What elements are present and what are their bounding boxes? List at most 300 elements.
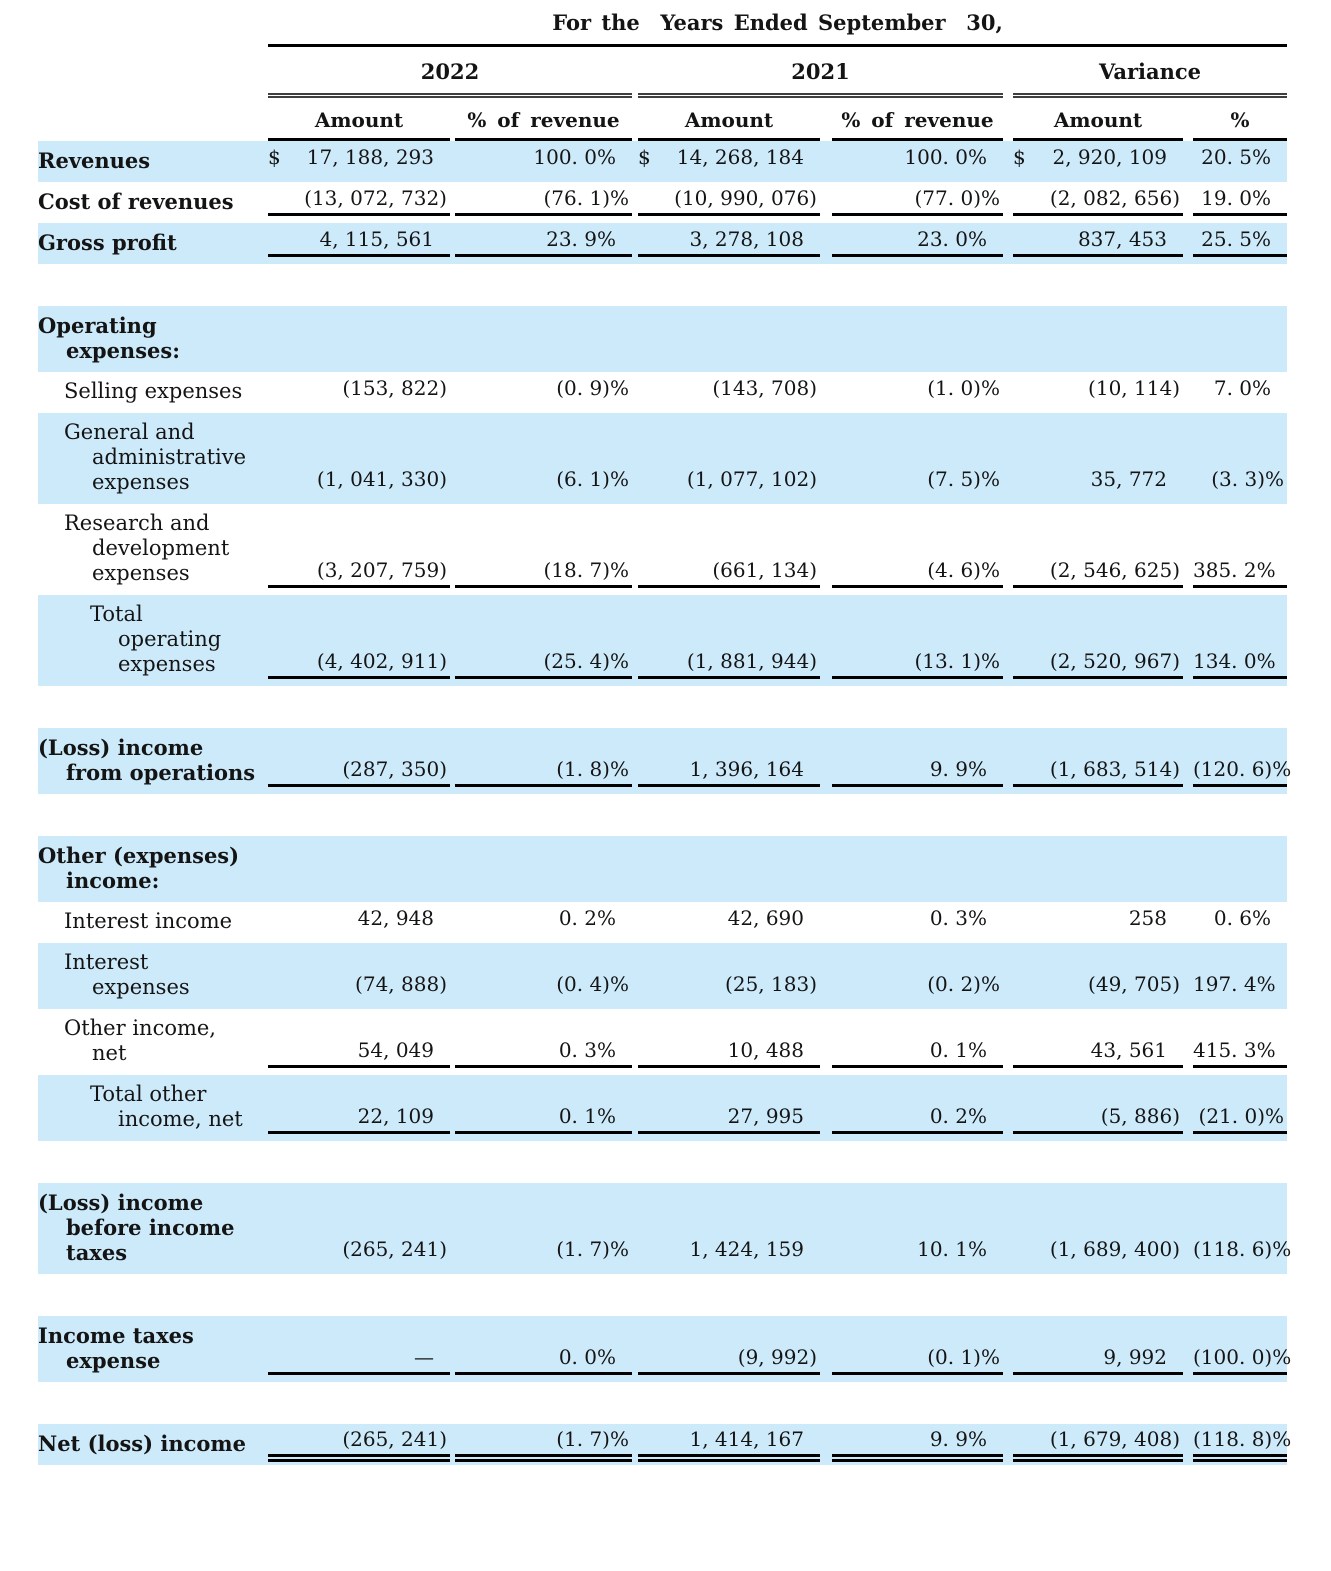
cell-value: 7. 0% xyxy=(1213,376,1272,400)
cell-amount-2022 xyxy=(268,372,450,413)
cell-value xyxy=(1013,889,1183,895)
cell-value: (3. 3)% xyxy=(1211,467,1285,491)
dollar-sign: $ xyxy=(268,145,281,169)
cell-pct-of-revenue-2022 xyxy=(450,372,632,413)
cell-value: 1, 396, 164 xyxy=(638,756,820,787)
cell-amount-variance xyxy=(1003,223,1183,264)
cell-value xyxy=(1193,889,1287,895)
cell-value: (2, 546, 625) xyxy=(1013,557,1183,588)
cell-pct-of-revenue-2022 xyxy=(450,1075,632,1141)
cell-pct-of-revenue-2022 xyxy=(450,728,632,794)
row-label-line: expenses xyxy=(118,652,216,676)
cell-value: 4, 115, 561 xyxy=(268,226,450,257)
cell-amount-2022 xyxy=(268,141,450,182)
row-label-line: administrative xyxy=(92,445,247,469)
row-label xyxy=(38,372,268,413)
cell-value: (21. 0)% xyxy=(1193,1103,1287,1134)
cell-amount-2021 xyxy=(632,836,820,902)
cell-amount-2021 xyxy=(632,141,820,182)
row-label-line: income: xyxy=(66,868,160,893)
table-row xyxy=(38,413,1287,504)
cell-value: (1. 7)% xyxy=(556,1237,629,1261)
cell-amount-variance xyxy=(1003,1183,1183,1274)
cell-amount-2022 xyxy=(268,943,450,1009)
row-label xyxy=(38,306,268,372)
cell-value: 0. 2% xyxy=(832,1103,1003,1134)
cell-pct-of-revenue-2022 xyxy=(450,141,632,182)
cell-amount-2022 xyxy=(268,1316,450,1382)
table-row xyxy=(38,1075,1287,1141)
cell-pct-of-revenue-2022 xyxy=(450,943,632,1009)
cell-amount-text: 17, 188, 293 xyxy=(306,145,434,169)
column-header-pct-variance: % xyxy=(1183,98,1287,141)
cell-value: 25. 5% xyxy=(1193,226,1287,257)
cell-pct-of-revenue-2021 xyxy=(820,1075,1003,1141)
row-label-line: Interest income xyxy=(64,909,233,933)
cell-pct-of-revenue-2021 xyxy=(820,728,1003,794)
cell-value: 134. 0% xyxy=(1193,648,1287,679)
column-header-row xyxy=(38,98,1287,141)
spacer-row xyxy=(38,686,1287,728)
cell-amount-2022 xyxy=(268,595,450,686)
cell-value xyxy=(268,359,450,365)
spacer-row xyxy=(38,1141,1287,1183)
cell-pct-of-revenue-2022 xyxy=(450,1424,632,1465)
cell-amount-2021 xyxy=(632,372,820,413)
cell-amount-2022 xyxy=(268,728,450,794)
cell-value: 43, 561 xyxy=(1013,1037,1183,1068)
cell-value xyxy=(638,889,820,895)
row-label xyxy=(38,728,268,794)
cell-value: (118. 6)% xyxy=(1193,1237,1292,1261)
cell-pct-of-revenue-2021 xyxy=(820,836,1003,902)
cell-value: 258 xyxy=(1128,906,1167,930)
cell-pct-variance xyxy=(1183,223,1287,264)
row-label xyxy=(38,1183,268,1274)
cell-amount-2022 xyxy=(268,182,450,223)
cell-pct-of-revenue-2021 xyxy=(820,413,1003,504)
cell-value: 0. 0% xyxy=(455,1344,632,1375)
row-label-line: expense xyxy=(66,1348,161,1373)
row-label-line: Research and xyxy=(64,511,210,535)
cell-pct-of-revenue-2021 xyxy=(820,306,1003,372)
cell-pct-variance xyxy=(1183,1316,1292,1382)
cell-pct-variance xyxy=(1183,372,1287,413)
cell-value: 20. 5% xyxy=(1201,145,1272,169)
row-label-line: Interest xyxy=(64,950,149,974)
cell-pct-variance xyxy=(1183,1009,1287,1075)
column-header-amount-variance: Amount xyxy=(1003,98,1183,141)
row-label xyxy=(38,413,268,504)
table-row xyxy=(38,943,1287,1009)
cell-value xyxy=(1013,359,1183,365)
dollar-sign: $ xyxy=(1013,145,1026,169)
cell-value: (1, 041, 330) xyxy=(316,467,447,491)
cell-value: 415. 3% xyxy=(1193,1037,1287,1068)
spacer-cell xyxy=(38,1141,1287,1183)
cell-value: (77. 0)% xyxy=(832,185,1003,216)
group-header-row xyxy=(38,46,1287,99)
column-header-pct-2022: % of revenue xyxy=(450,98,632,141)
cell-value: (3, 207, 759) xyxy=(268,557,450,588)
cell-value xyxy=(268,144,450,175)
row-label-line: before income xyxy=(66,1215,235,1240)
cell-value: 197. 4% xyxy=(1193,972,1276,996)
cell-amount-2022 xyxy=(268,413,450,504)
table-row xyxy=(38,1316,1287,1382)
column-header-amount-2022: Amount xyxy=(268,98,450,141)
cell-value: 1, 414, 167 xyxy=(638,1426,820,1462)
cell-amount-2021 xyxy=(632,595,820,686)
group-variance xyxy=(1003,46,1287,99)
cell-amount-variance xyxy=(1003,306,1183,372)
table-row xyxy=(38,306,1287,372)
cell-pct-of-revenue-2021 xyxy=(820,595,1003,686)
cell-pct-variance xyxy=(1183,413,1287,504)
cell-value: (100. 0)% xyxy=(1193,1344,1287,1375)
table-row xyxy=(38,504,1287,595)
cell-value: (0. 1)% xyxy=(832,1344,1003,1375)
cell-value: (1, 881, 944) xyxy=(638,648,820,679)
cell-pct-variance xyxy=(1183,1183,1292,1274)
cell-value: 35, 772 xyxy=(1090,467,1167,491)
cell-amount-variance xyxy=(1003,1316,1183,1382)
row-label xyxy=(38,504,268,595)
cell-amount-2022 xyxy=(268,836,450,902)
cell-value: (153, 822) xyxy=(342,376,447,400)
cell-value: (1, 077, 102) xyxy=(686,467,817,491)
income-statement-table xyxy=(38,10,1292,1465)
cell-value: 42, 948 xyxy=(357,906,434,930)
spacer-row xyxy=(38,1274,1287,1316)
table-row xyxy=(38,1009,1287,1075)
cell-pct-of-revenue-2022 xyxy=(450,504,632,595)
cell-value xyxy=(1013,144,1183,175)
cell-pct-of-revenue-2022 xyxy=(450,1316,632,1382)
cell-pct-of-revenue-2021 xyxy=(820,141,1003,182)
row-label-line: expenses: xyxy=(66,338,180,363)
cell-amount-2022 xyxy=(268,902,450,943)
table-row xyxy=(38,372,1287,413)
cell-value: (265, 241) xyxy=(342,1237,447,1261)
row-label-line: Gross profit xyxy=(38,230,177,255)
cell-amount-2021 xyxy=(632,902,820,943)
cell-pct-of-revenue-2022 xyxy=(450,595,632,686)
cell-value: (25. 4)% xyxy=(455,648,632,679)
cell-value: (7. 5)% xyxy=(927,467,1000,491)
cell-pct-of-revenue-2021 xyxy=(820,372,1003,413)
cell-amount-2021 xyxy=(632,182,820,223)
cell-pct-variance xyxy=(1183,902,1287,943)
cell-amount-2022 xyxy=(268,504,450,595)
cell-value: (2, 082, 656) xyxy=(1013,185,1183,216)
cell-value: (10, 990, 076) xyxy=(638,185,820,216)
cell-amount-variance xyxy=(1003,902,1183,943)
spacer-cell xyxy=(38,1274,1287,1316)
cell-amount-2021 xyxy=(632,1183,820,1274)
cell-value: 837, 453 xyxy=(1013,226,1183,257)
cell-value: 19. 0% xyxy=(1193,185,1287,216)
cell-pct-of-revenue-2021 xyxy=(820,223,1003,264)
cell-amount-2021 xyxy=(632,728,820,794)
cell-value: 23. 0% xyxy=(832,226,1003,257)
cell-value: 0. 1% xyxy=(832,1037,1003,1068)
cell-amount-variance xyxy=(1003,943,1183,1009)
row-label-line: Income taxes xyxy=(38,1323,194,1348)
group-2021 xyxy=(632,46,1003,99)
row-label-line: Net (loss) income xyxy=(38,1431,247,1456)
table-row xyxy=(38,182,1287,223)
cell-pct-of-revenue-2021 xyxy=(820,504,1003,595)
title-row xyxy=(38,10,1287,46)
cell-value: (74, 888) xyxy=(355,972,447,996)
table-title: For the Years Ended September 30, xyxy=(552,10,1003,35)
cell-value: (1. 8)% xyxy=(455,756,632,787)
spacer-cell xyxy=(38,264,1287,306)
cell-pct-variance xyxy=(1183,1075,1287,1141)
row-label-line: Revenues xyxy=(38,148,151,173)
row-label xyxy=(38,595,268,686)
cell-pct-of-revenue-2021 xyxy=(820,182,1003,223)
row-label-line: expenses xyxy=(92,975,190,999)
cell-amount-2021 xyxy=(632,306,820,372)
row-label xyxy=(38,1009,268,1075)
cell-amount-variance xyxy=(1003,413,1183,504)
cell-pct-variance xyxy=(1183,182,1287,223)
cell-pct-variance xyxy=(1183,595,1287,686)
cell-pct-variance xyxy=(1183,1424,1292,1465)
group-2022 xyxy=(268,46,632,99)
cell-pct-of-revenue-2021 xyxy=(820,1316,1003,1382)
cell-amount-variance xyxy=(1003,1009,1183,1075)
spacer-row xyxy=(38,794,1287,836)
cell-value: (6. 1)% xyxy=(556,467,629,491)
row-label-line: Selling expenses xyxy=(64,379,243,403)
table-row xyxy=(38,141,1287,182)
cell-value: (0. 2)% xyxy=(927,972,1000,996)
cell-value: 10. 1% xyxy=(917,1237,987,1261)
spacer-cell xyxy=(38,794,1287,836)
cell-value: (1, 679, 408) xyxy=(1013,1426,1183,1462)
cell-amount-variance xyxy=(1003,504,1183,595)
cell-value: (287, 350) xyxy=(268,756,450,787)
cell-amount-2021 xyxy=(632,1316,820,1382)
cell-amount-variance xyxy=(1003,836,1183,902)
cell-value: (76. 1)% xyxy=(455,185,632,216)
cell-value: (13. 1)% xyxy=(832,648,1003,679)
cell-value xyxy=(1193,359,1287,365)
cell-amount-2022 xyxy=(268,1183,450,1274)
cell-pct-of-revenue-2022 xyxy=(450,223,632,264)
cell-value: 0. 3% xyxy=(929,906,987,930)
cell-amount-2022 xyxy=(268,223,450,264)
cell-amount-variance xyxy=(1003,182,1183,223)
cell-value: (118. 8)% xyxy=(1193,1426,1287,1462)
cell-value: (10, 114) xyxy=(1088,376,1180,400)
cell-value: (1, 689, 400) xyxy=(1049,1237,1180,1261)
cell-amount-2021 xyxy=(632,1009,820,1075)
row-label xyxy=(38,223,268,264)
cell-value: 42, 690 xyxy=(727,906,804,930)
cell-value: (49, 705) xyxy=(1088,972,1180,996)
cell-amount-2022 xyxy=(268,1075,450,1141)
cell-value: (120. 6)% xyxy=(1193,756,1287,787)
row-label-line: expenses xyxy=(92,470,190,494)
row-label xyxy=(38,902,268,943)
row-label-line: expenses xyxy=(92,561,190,585)
cell-value: 27, 995 xyxy=(638,1103,820,1134)
cell-value: (2, 520, 967) xyxy=(1013,648,1183,679)
row-label-line: net xyxy=(92,1041,127,1065)
spacer-row xyxy=(38,264,1287,306)
cell-amount-variance xyxy=(1003,1075,1183,1141)
row-label-line: Cost of revenues xyxy=(38,189,234,214)
cell-value: (4. 6)% xyxy=(832,557,1003,588)
cell-amount-2021 xyxy=(632,413,820,504)
cell-value: (661, 134) xyxy=(638,557,820,588)
table-row xyxy=(38,836,1287,902)
cell-pct-variance xyxy=(1183,306,1287,372)
title-row-stub xyxy=(38,10,268,46)
cell-pct-of-revenue-2021 xyxy=(820,943,1003,1009)
row-label-line: Total xyxy=(90,602,143,626)
cell-pct-of-revenue-2022 xyxy=(450,1183,632,1274)
row-label-line: Operating xyxy=(38,313,157,338)
row-label-line: (Loss) income xyxy=(38,735,204,760)
cell-pct-variance xyxy=(1183,943,1287,1009)
cell-amount-2021 xyxy=(632,1424,820,1465)
cell-value: 0. 1% xyxy=(455,1103,632,1134)
cell-amount-2022 xyxy=(268,1009,450,1075)
table-row xyxy=(38,728,1287,794)
cell-pct-variance xyxy=(1183,141,1287,182)
table-row xyxy=(38,595,1287,686)
cell-value: (1, 683, 514) xyxy=(1013,756,1183,787)
cell-pct-of-revenue-2022 xyxy=(450,182,632,223)
cell-amount-2021 xyxy=(632,1075,820,1141)
cell-pct-of-revenue-2021 xyxy=(820,1424,1003,1465)
cell-pct-of-revenue-2021 xyxy=(820,1009,1003,1075)
cell-amount-2022 xyxy=(268,1424,450,1465)
cell-amount-variance xyxy=(1003,1424,1183,1465)
spacer-cell xyxy=(38,686,1287,728)
row-label-line: operating xyxy=(118,627,222,651)
cell-value xyxy=(268,889,450,895)
cell-value: 0. 3% xyxy=(455,1037,632,1068)
cell-value: 9. 9% xyxy=(832,756,1003,787)
cell-pct-of-revenue-2021 xyxy=(820,902,1003,943)
cell-value: 100. 0% xyxy=(904,145,987,169)
spacer-cell xyxy=(38,1382,1287,1424)
group-label-2021: 2021 xyxy=(638,59,1003,98)
cell-value: 1, 424, 159 xyxy=(689,1237,804,1261)
table-row xyxy=(38,223,1287,264)
cell-amount-variance xyxy=(1003,372,1183,413)
row-label-line: Other income, xyxy=(64,1016,216,1040)
cell-value: — xyxy=(268,1344,450,1375)
row-label-line: taxes xyxy=(66,1240,128,1265)
cell-amount-variance xyxy=(1003,595,1183,686)
cell-value xyxy=(638,359,820,365)
cell-value: 0. 2% xyxy=(558,906,616,930)
cell-amount-text: 2, 920, 109 xyxy=(1052,145,1167,169)
row-label-line: General and xyxy=(64,420,195,444)
cell-value xyxy=(832,889,1003,895)
row-label xyxy=(38,182,268,223)
dollar-sign: $ xyxy=(638,145,651,169)
cell-value: (18. 7)% xyxy=(455,557,632,588)
table-row xyxy=(38,1183,1287,1274)
cell-value xyxy=(455,359,632,365)
row-label xyxy=(38,1316,268,1382)
cell-pct-of-revenue-2022 xyxy=(450,1009,632,1075)
row-label xyxy=(38,1424,268,1465)
cell-value xyxy=(832,359,1003,365)
row-label-line: development xyxy=(92,536,230,560)
cell-amount-text: 14, 268, 184 xyxy=(676,145,804,169)
row-label-line: income, net xyxy=(118,1107,243,1131)
cell-value: 54, 049 xyxy=(268,1037,450,1068)
cell-amount-2022 xyxy=(268,306,450,372)
cell-value: 23. 9% xyxy=(455,226,632,257)
cell-value: 22, 109 xyxy=(268,1103,450,1134)
row-label-line: Total other xyxy=(90,1082,207,1106)
cell-pct-of-revenue-2021 xyxy=(820,1183,1003,1274)
cell-value: 0. 6% xyxy=(1213,906,1272,930)
column-header-stub xyxy=(38,98,268,141)
row-label-line: from operations xyxy=(66,760,256,785)
row-label xyxy=(38,836,268,902)
cell-value xyxy=(455,889,632,895)
cell-value: (1. 0)% xyxy=(927,376,1000,400)
row-label xyxy=(38,943,268,1009)
cell-pct-variance xyxy=(1183,504,1287,595)
cell-value: (143, 708) xyxy=(712,376,817,400)
group-label-variance: Variance xyxy=(1013,59,1287,98)
row-label-line: Other (expenses) xyxy=(38,843,240,868)
cell-amount-2021 xyxy=(632,223,820,264)
cell-value xyxy=(638,144,820,175)
group-row-stub xyxy=(38,46,268,99)
cell-value: (1. 7)% xyxy=(455,1426,632,1462)
cell-amount-2021 xyxy=(632,943,820,1009)
cell-pct-of-revenue-2022 xyxy=(450,413,632,504)
cell-value: 10, 488 xyxy=(638,1037,820,1068)
cell-value: 3, 278, 108 xyxy=(638,226,820,257)
row-label-line: (Loss) income xyxy=(38,1190,204,1215)
cell-value: 100. 0% xyxy=(533,145,616,169)
cell-value: (0. 9)% xyxy=(556,376,629,400)
cell-pct-of-revenue-2022 xyxy=(450,836,632,902)
cell-value: (13, 072, 732) xyxy=(268,185,450,216)
cell-value: (5, 886) xyxy=(1013,1103,1183,1134)
cell-pct-of-revenue-2022 xyxy=(450,902,632,943)
cell-value: (265, 241) xyxy=(268,1426,450,1462)
cell-value: (25, 183) xyxy=(725,972,817,996)
row-label xyxy=(38,141,268,182)
table-row xyxy=(38,1424,1287,1465)
cell-value: 9, 992 xyxy=(1013,1344,1183,1375)
cell-amount-variance xyxy=(1003,141,1183,182)
group-label-2022: 2022 xyxy=(268,59,632,98)
cell-value: (9, 992) xyxy=(638,1344,820,1375)
cell-pct-of-revenue-2022 xyxy=(450,306,632,372)
cell-amount-variance xyxy=(1003,728,1183,794)
cell-pct-variance xyxy=(1183,836,1287,902)
title-cell xyxy=(268,10,1287,46)
spacer-row xyxy=(38,1382,1287,1424)
cell-pct-variance xyxy=(1183,728,1292,794)
